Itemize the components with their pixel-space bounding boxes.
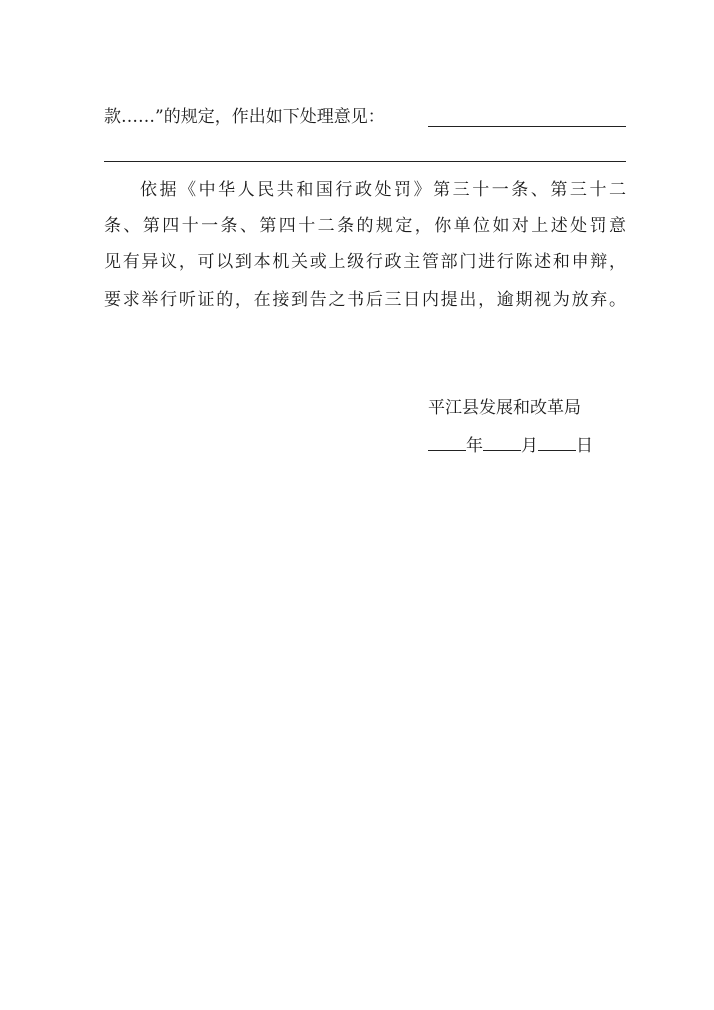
opinion-blank-line-1 bbox=[428, 126, 626, 127]
paragraph-line-1: 依据《中华人民共和国行政处罚》第三十一条、第三十二 bbox=[140, 180, 626, 200]
paragraph-line-2: 条、第四十一条、第四十二条的规定，你单位如对上述处罚意 bbox=[104, 216, 626, 236]
year-label: 年 bbox=[466, 436, 483, 456]
paragraph-line-4: 要求举行听证的，在接到告之书后三日内提出，逾期视为放弃。 bbox=[104, 290, 626, 310]
paragraph-line-3: 见有异议，可以到本机关或上级行政主管部门进行陈述和申辩， bbox=[104, 252, 626, 272]
issuing-organization: 平江县发展和改革局 bbox=[428, 398, 581, 418]
day-label: 日 bbox=[576, 436, 593, 456]
day-blank bbox=[538, 432, 576, 451]
intro-line: 款……”的规定，作出如下处理意见： bbox=[104, 107, 385, 127]
year-blank bbox=[428, 432, 466, 451]
month-blank bbox=[483, 432, 521, 451]
opinion-blank-line-2 bbox=[104, 161, 626, 162]
date-line bbox=[428, 432, 593, 457]
month-label: 月 bbox=[521, 436, 538, 456]
